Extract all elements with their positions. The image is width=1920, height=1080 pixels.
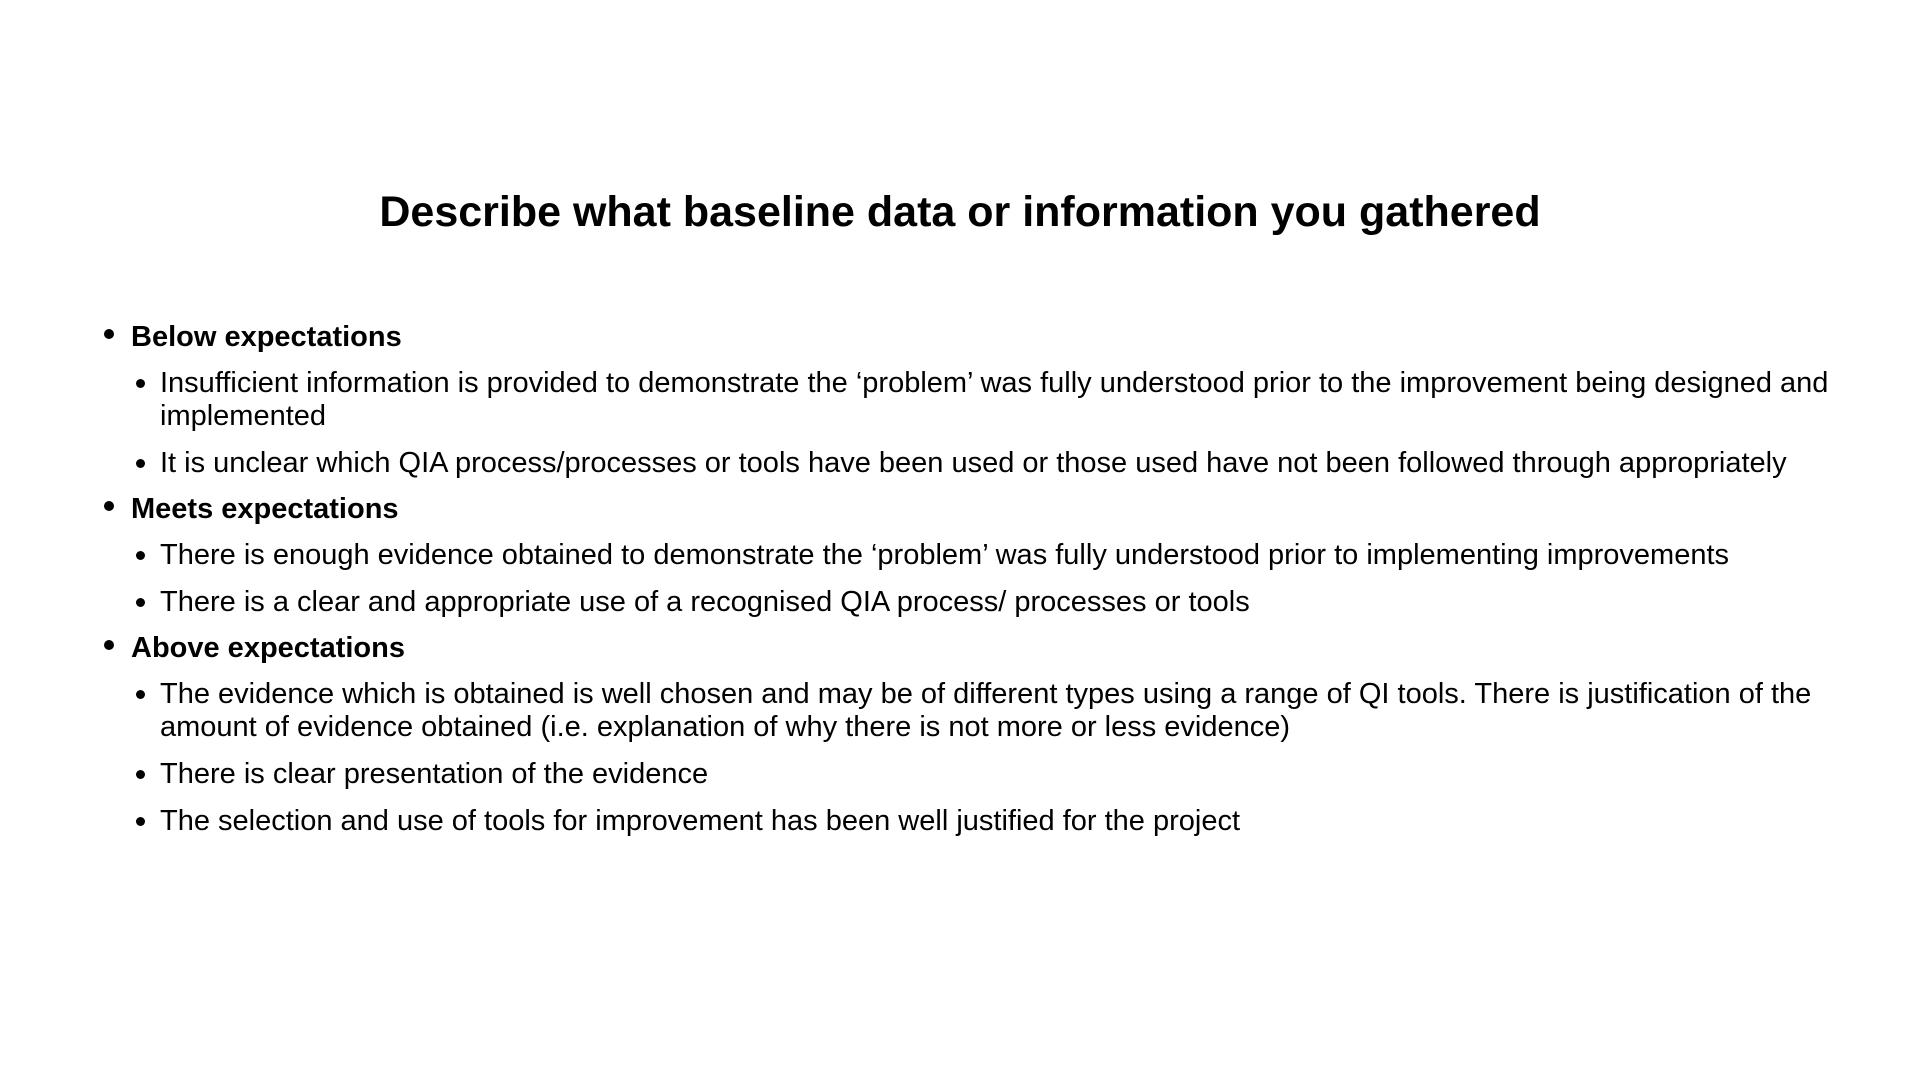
list-item <box>131 678 1840 744</box>
section-items <box>131 678 1840 838</box>
section-meets-expectations <box>100 492 1840 619</box>
section-heading: Above expectations <box>131 632 405 664</box>
section-items <box>131 539 1840 619</box>
list-item <box>131 539 1840 572</box>
section-below-expectations <box>100 320 1840 480</box>
slide-content <box>100 320 1840 838</box>
list-item-text: There is a clear and appropriate use of a recognised QIA process/ processes or tools <box>160 586 1250 618</box>
list-item-text: Insufficient information is provided to demonstrate the ‘problem’ was fully understood prior to the improvement being designed and implemented <box>160 367 1829 432</box>
bullet-icon <box>136 817 145 826</box>
slide-title: Describe what baseline data or information you gathered <box>379 188 1541 236</box>
section-heading: Meets expectations <box>131 493 399 525</box>
list-item <box>131 586 1840 619</box>
section-items <box>131 367 1840 480</box>
bullet-icon <box>136 459 145 468</box>
bullet-icon <box>136 551 145 560</box>
bullet-icon <box>136 690 145 699</box>
list-item-text: It is unclear which QIA process/processes or tools have been used or those used have not been followed through appropriately <box>160 447 1787 479</box>
bullet-icon <box>136 379 145 388</box>
bullet-icon <box>136 598 145 607</box>
list-item-text: The evidence which is obtained is well chosen and may be of different types using a range of QI tools. There is justification of the amount of evidence obtained (i.e. explanation of why there is not more or less evidence) <box>160 678 1812 743</box>
bullet-icon <box>104 640 114 650</box>
section-heading: Below expectations <box>131 321 402 353</box>
criteria-list <box>100 320 1840 838</box>
section-above-expectations <box>100 631 1840 838</box>
list-item <box>131 447 1840 480</box>
list-item-text: The selection and use of tools for improvement has been well justified for the project <box>160 805 1241 837</box>
bullet-icon <box>104 501 114 511</box>
list-item <box>131 758 1840 791</box>
list-item <box>131 367 1840 433</box>
bullet-icon <box>136 770 145 779</box>
list-item-text: There is clear presentation of the evidence <box>160 758 709 790</box>
list-item <box>131 805 1840 838</box>
list-item-text: There is enough evidence obtained to demonstrate the ‘problem’ was fully understood prior to implementing improvements <box>160 539 1730 571</box>
bullet-icon <box>104 329 114 339</box>
